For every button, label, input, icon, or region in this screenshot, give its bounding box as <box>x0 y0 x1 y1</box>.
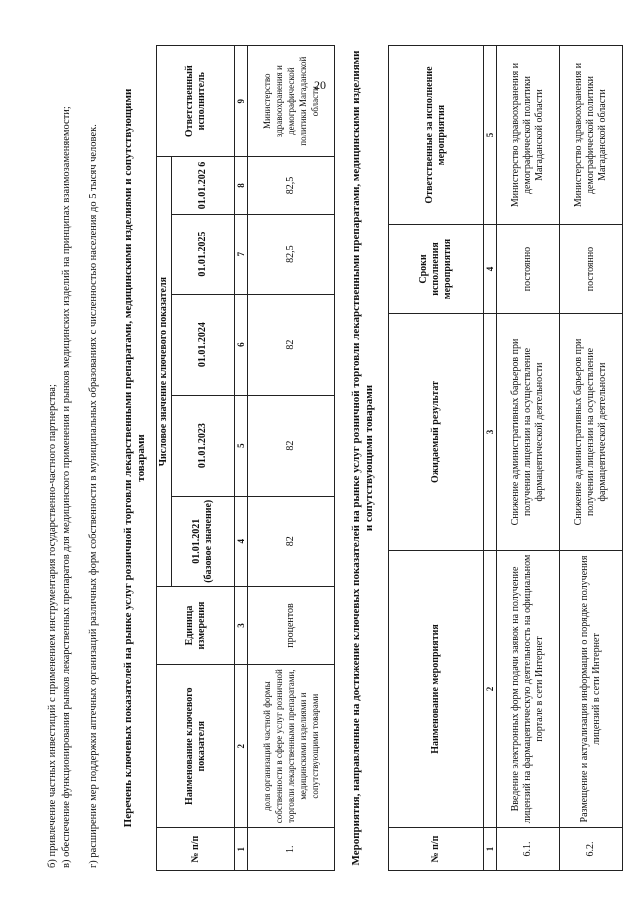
col-resp-header: Ответственный исполнитель <box>157 46 235 157</box>
page-number: 20 <box>314 78 326 92</box>
col-number: 5 <box>484 46 497 225</box>
col-group-header: Числовое значение ключевого показателя <box>157 157 172 587</box>
col-number: 3 <box>484 314 497 551</box>
table-row <box>248 46 335 871</box>
col-number: 7 <box>235 214 248 294</box>
col-number: 1 <box>484 828 497 871</box>
row-expected-result: Снижение административных барьеров при получении лицензии на осуществление фармацевтической деятельности <box>560 314 623 551</box>
row-measure-name: Размещение и актуализация информации о порядке получения лицензий в сети Интернет <box>560 551 623 828</box>
col-2026-header: 01.01.202 6 <box>172 157 235 214</box>
col-term-header: Сроки исполнения мероприятия <box>389 225 484 314</box>
col-number: 5 <box>235 395 248 496</box>
col-unit-header: Единица измерения <box>157 587 235 665</box>
col-2025-header: 01.01.2025 <box>172 214 235 294</box>
col-number: 8 <box>235 157 248 214</box>
table-row <box>497 46 560 871</box>
col-name-header: Наименование ключевого показателя <box>157 665 235 828</box>
col-resp-header: Ответственные за исполнение мероприятия <box>389 46 484 225</box>
row-num: 1. <box>248 828 335 871</box>
measures-table <box>388 45 623 871</box>
intro-item-g: г) расширение мер поддержки аптечных организаций различных форм собственности в муниципальных образованиях с численностью населения до 5 тысяч человек. <box>88 124 99 868</box>
col-number: 4 <box>235 496 248 587</box>
row-value-2024: 82 <box>248 294 335 395</box>
col-number: 3 <box>235 587 248 665</box>
row-num: 6.2. <box>560 828 623 871</box>
col-num-header: № п/п <box>389 828 484 871</box>
measures-title: Мероприятия, направленные на достижение ключевых показателей на рынке услуг розничной торговли лекарственными препаратами, медицинскими изделиями и сопутствующими товарами <box>350 50 375 866</box>
row-responsible: Министерство здравоохранения и демографической политики Магаданской области <box>560 46 623 225</box>
col-number: 1 <box>235 828 248 871</box>
indicators-table <box>156 45 335 871</box>
row-measure-name: Введение электронных форм подачи заявок на получение лицензий на фармацевтическую деятельность на официальном портале в сети Интернет <box>497 551 560 828</box>
row-value-2025: 82,5 <box>248 214 335 294</box>
col-result-header: Ожидаемый результат <box>389 314 484 551</box>
col-number: 2 <box>484 551 497 828</box>
row-value-2026: 82,5 <box>248 157 335 214</box>
table-row <box>560 46 623 871</box>
row-responsible: Министерство здравоохранения и демографической политики Магаданской области <box>248 46 335 157</box>
row-responsible: Министерство здравоохранения и демографической политики Магаданской области <box>497 46 560 225</box>
intro-item-b: б) привлечение частных инвестиций с применением инструментария государственно-частного партнерства; <box>47 384 58 868</box>
col-2023-header: 01.01.2023 <box>172 395 235 496</box>
row-value-2023: 82 <box>248 395 335 496</box>
row-value-2021: 82 <box>248 496 335 587</box>
col-num-header: № п/п <box>157 828 235 871</box>
col-number: 2 <box>235 665 248 828</box>
row-term: постоянно <box>560 225 623 314</box>
row-expected-result: Снижение административных барьеров при получении лицензии на осуществление фармацевтической деятельности <box>497 314 560 551</box>
row-term: постоянно <box>497 225 560 314</box>
indicators-title: Перечень ключевых показателей на рынке услуг розничной торговли лекарственными препаратами, медицинскими изделиями и сопутствующими товарами <box>122 88 147 828</box>
col-2021-header: 01.01.2021 (базовое значение) <box>172 496 235 587</box>
row-unit: процентов <box>248 587 335 665</box>
col-2024-header: 01.01.2024 <box>172 294 235 395</box>
row-indicator-name: доля организаций частной формы собственности в сфере услуг розничной торговли лекарственными препаратами, медицинскими изделиями и сопутствующими товарами <box>248 665 335 828</box>
row-num: 6.1. <box>497 828 560 871</box>
intro-item-v: в) обеспечение функционирования рынков лекарственных препаратов для медицинского применения и рынков медицинских изделий на принципах взаимозаменяемости; <box>61 106 72 868</box>
col-number: 6 <box>235 294 248 395</box>
rotated-page-content <box>42 28 608 888</box>
col-name-header: Наименование мероприятия <box>389 551 484 828</box>
col-number: 9 <box>235 46 248 157</box>
col-number: 4 <box>484 225 497 314</box>
